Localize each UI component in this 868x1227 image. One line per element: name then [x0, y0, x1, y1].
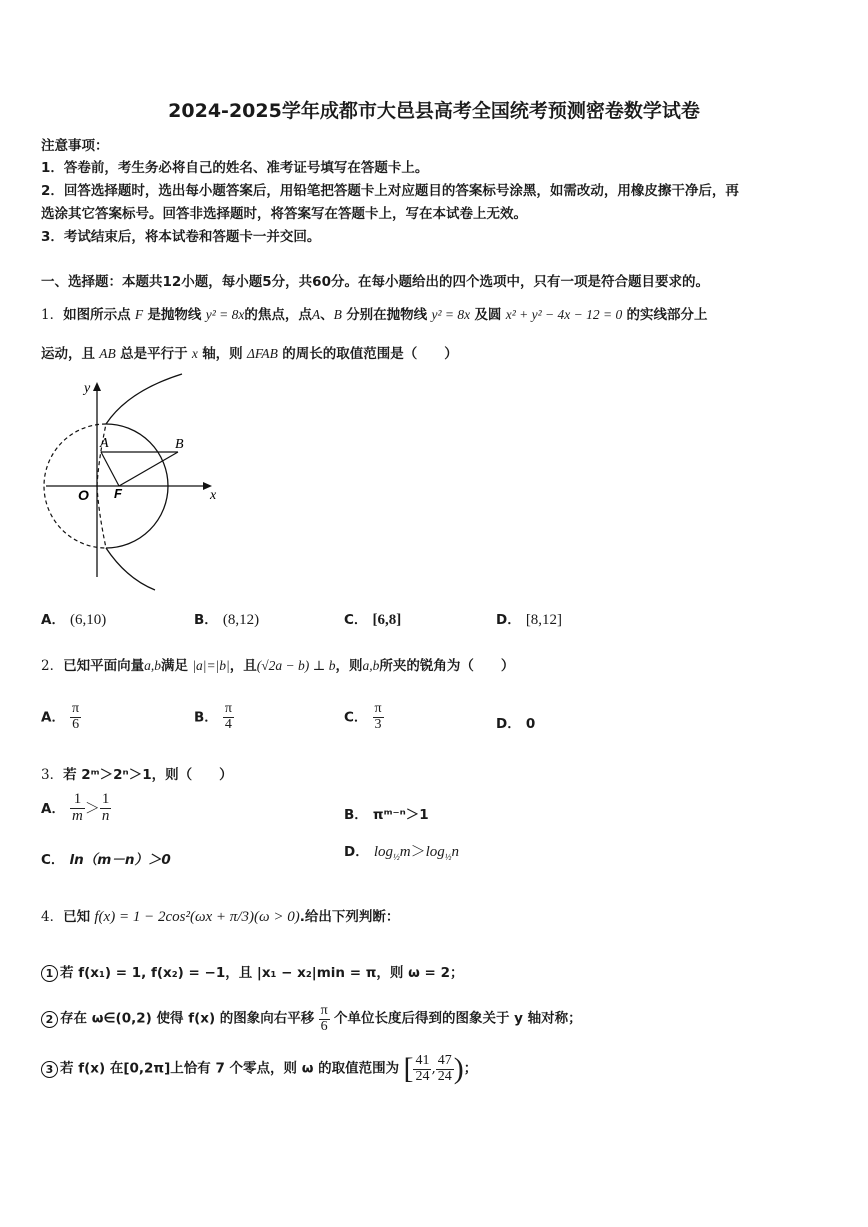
q1-option-b[interactable]: B． (8,12): [194, 612, 260, 628]
question-1-figure: [40, 372, 230, 594]
circled-number-2: 2: [41, 1011, 58, 1028]
label-F: F: [114, 486, 122, 501]
question-1-line-2: 运动，且 AB 总是平行于 x 轴，则 ΔFAB 的周长的取值范围是（ ）: [41, 346, 458, 362]
page-title: 2024-2025学年成都市大邑县高考全国统考预测密卷数学试卷: [168, 100, 700, 122]
q3-option-a[interactable]: A． $\frac{1}{m}$ ＞ $\frac{1}{n}$: [41, 791, 110, 824]
question-2-stem: 2．已知平面向量a,b满足 |a|=|b|，且(√2a − b) ⊥ b，则a,b所夹的锐角为（ ）: [41, 658, 515, 674]
label-A: A: [100, 436, 109, 451]
question-1-line-1: 1．如图所示点 F 是抛物线 y² = 8x的焦点，点A、B 分别在抛物线 y² = 8x 及圆 x² + y² − 4x − 12 = 0 的实线部分上: [41, 307, 708, 323]
question-3-stem: 3．若 2ᵐ＞2ⁿ＞1，则（ ）: [41, 767, 233, 783]
parabola-upper-branch: [106, 374, 182, 424]
notice-item-2: 2．回答选择题时，选出每小题答案后，用铅笔把答题卡上对应题目的答案标号涂黑，如需改动，用橡皮擦干净后，再: [41, 183, 739, 199]
q3-option-d[interactable]: D． $\log_{\frac{1}{2}}m>\log_{\frac{1}{2}}n$: [344, 844, 460, 862]
judgement-2: 2 存在 ω∈(0,2) 使得 f(x) 的图象向右平移 $\frac{\pi}{6}$ 个单位长度后得到的图象关于 y 轴对称；: [41, 1004, 582, 1034]
notice-item-1: 1．答卷前，考生务必将自己的姓名、准考证号填写在答题卡上。: [41, 160, 429, 176]
label-O: O: [78, 487, 89, 503]
fraction-1-over-m: $\frac{1}{m}$: [72, 791, 83, 824]
question-4-stem: 4．已知 f(x) = 1 − 2cos²(ωx + π/3)(ω > 0).给出下列判断：: [41, 909, 400, 925]
notice-heading: 注意事项：: [41, 138, 109, 154]
question-number: 1．: [41, 307, 64, 323]
parabola-dashed-upper: [97, 424, 106, 486]
label-y: y: [84, 381, 91, 396]
q2-option-d[interactable]: D． 0: [496, 716, 536, 732]
parabola-dashed-lower: [97, 486, 106, 548]
q2-option-b[interactable]: B． $\frac{\pi}{4}$: [194, 701, 232, 732]
q1-option-a[interactable]: A． (6,10): [41, 612, 107, 628]
circled-number-3: 3: [41, 1061, 58, 1078]
q1-option-d[interactable]: D． [8,12]: [496, 612, 563, 628]
notice-item-3: 3．考试结束后，将本试卷和答题卡一并交回。: [41, 229, 321, 245]
q2-option-a[interactable]: A． $\frac{\pi}{6}$: [41, 701, 80, 732]
circled-number-1: 1: [41, 965, 58, 982]
judgement-3: 3 若 f(x) 在[0,2π]上恰有 7 个零点，则 ω 的取值范围为 [ $\frac{41}{24}$ , $\frac{47}{24}$ )；: [41, 1052, 477, 1086]
judgement-1: 1 若 f(x₁) = 1, f(x₂) = −1，且 |x₁ − x₂|min = π，则 ω = 2；: [41, 961, 463, 982]
notice-item-2-cont: 选涂其它答案标号。回答非选择题时，将答案写在答题卡上，写在本试卷上无效。: [41, 206, 527, 222]
section-heading: 一、选择题：本题共12小题，每小题5分，共60分。在每小题给出的四个选项中，只有一项是符合题目要求的。: [41, 274, 709, 290]
label-x: x: [210, 488, 217, 503]
segment-BF: [119, 452, 178, 486]
segment-AF: [101, 452, 119, 486]
fraction-1-over-n: $\frac{1}{n}$: [101, 791, 110, 824]
label-B: B: [175, 437, 184, 452]
q3-option-c[interactable]: C． ln（m－n）＞0: [41, 852, 171, 868]
q2-option-c[interactable]: C． $\frac{\pi}{3}$: [344, 701, 382, 732]
parabola-lower-branch: [106, 548, 155, 590]
q3-option-b[interactable]: B． πᵐ⁻ⁿ＞1: [344, 807, 429, 823]
q1-option-c[interactable]: C． [6,8]: [344, 612, 402, 628]
y-axis-arrow: [93, 382, 101, 391]
